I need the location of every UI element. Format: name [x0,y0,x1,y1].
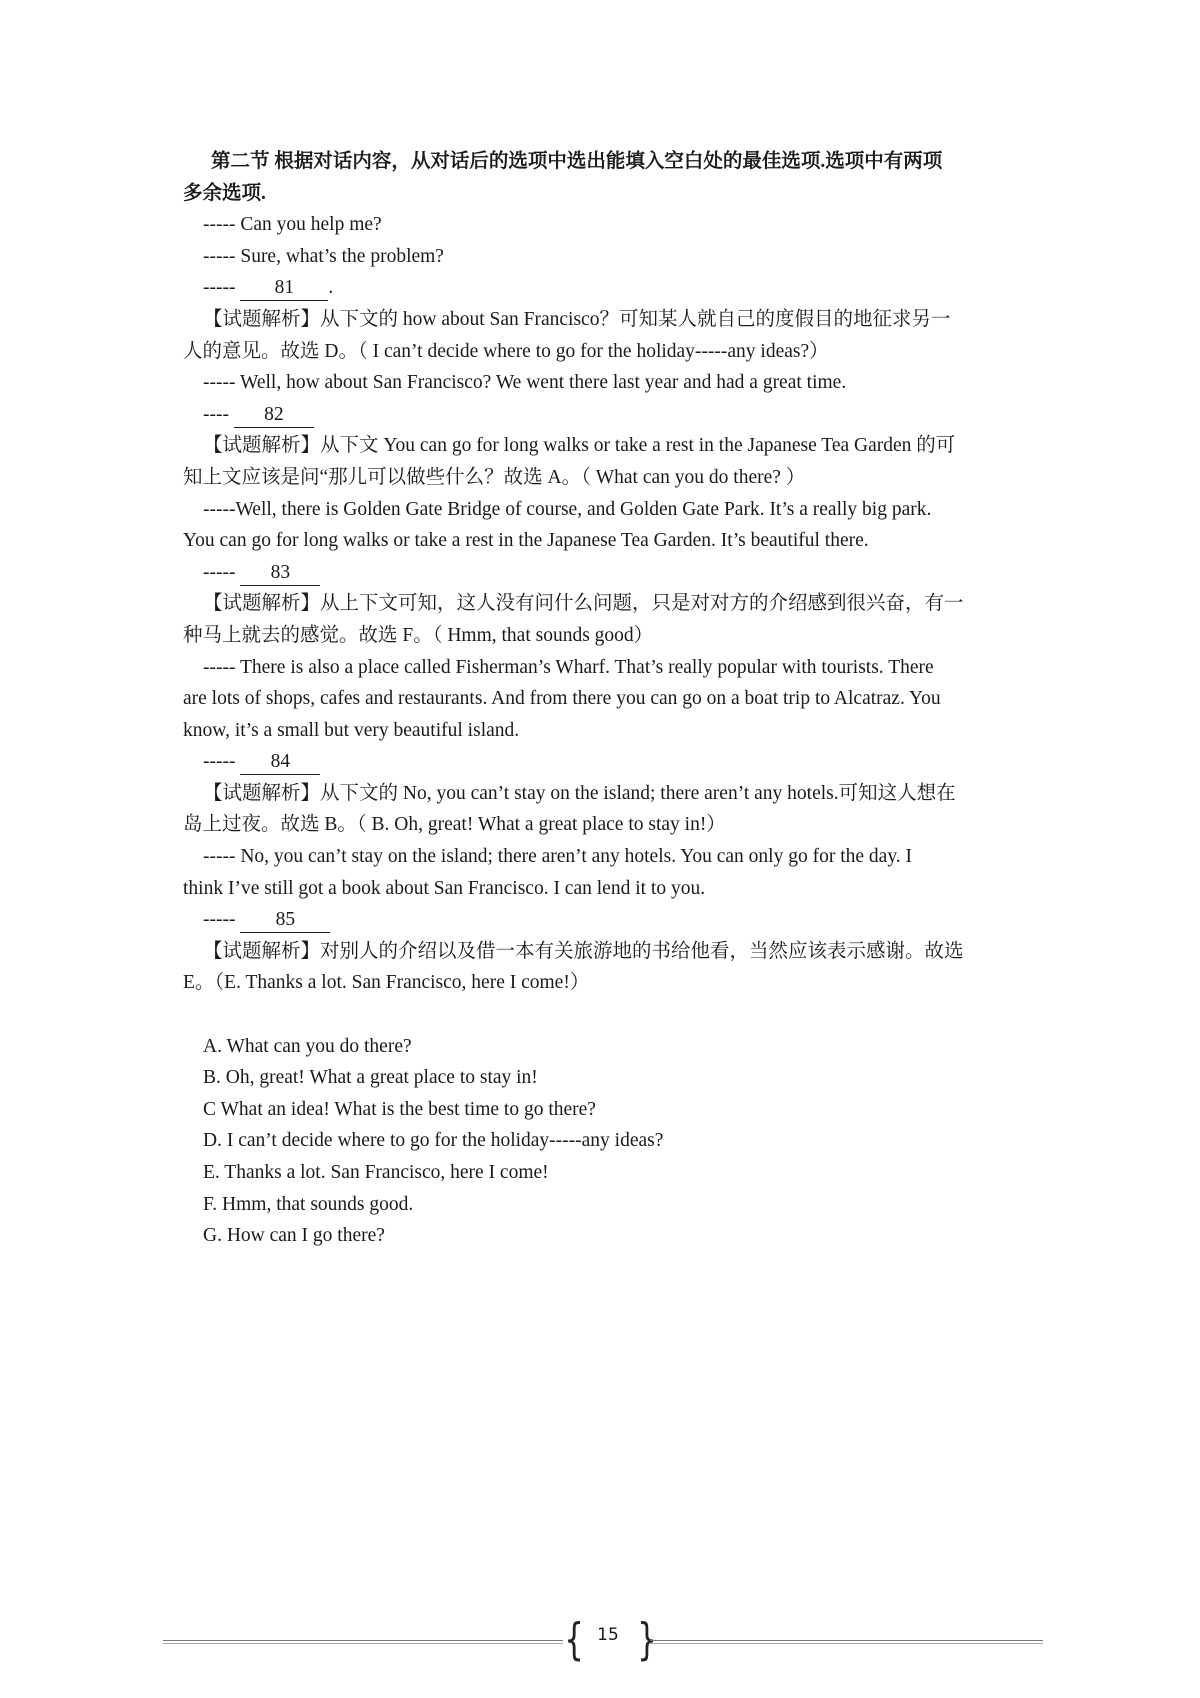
answer-blank: 83 [240,561,320,586]
option-b: B. Oh, great! What a great place to stay in! [203,1067,538,1089]
dialogue-dashes: ----- [203,561,241,583]
dialogue-line: ----- No, you can’t stay on the island; there aren’t any hotels. You can only go for the day. I [203,846,913,868]
option-a: A. What can you do there? [203,1035,412,1057]
option-c: C What an idea! What is the best time to go there? [203,1098,596,1120]
question-83 [183,557,1026,589]
dialogue-line-cont: You can go for long walks or take a rest in the Japanese Tea Garden. It’s beautiful there. [183,530,869,552]
dialogue-line: ----- Can you help me? [203,214,382,236]
punctuation: . [328,277,334,299]
dialogue-dashes: ----- [203,751,241,773]
answer-blank: 82 [234,403,314,428]
section-heading: 第二节 根据对话内容，从对话后的选项中选出能填入空白处的最佳选项.选项中有两项 [211,151,943,172]
analysis-85-cont: E。（E. Thanks a lot. San Francisco, here I come!） [183,972,590,994]
dialogue-line: ----- Well, how about San Francisco? We went there last year and had a great time. [203,372,847,394]
dialogue-dashes: ----- [203,277,241,299]
right-brace-icon: } [637,1614,657,1665]
footer-rule-left-lower [163,1643,563,1644]
option-f: F. Hmm, that sounds good. [203,1193,414,1215]
analysis-81: 【试题解析】从下文的 how about San Francisco？可知某人就自己的度假目的地征求另一 [203,308,951,330]
option-e: E. Thanks a lot. San Francisco, here I come! [203,1162,549,1183]
analysis-85: 【试题解析】对别人的介绍以及借一本有关旅游地的书给他看，当然应该表示感谢。故选 [203,940,964,962]
page-number: 15 [597,1625,619,1645]
footer-rule-right [650,1640,1043,1641]
dialogue-line-cont: are lots of shops, cafes and restaurants. And from there you can go on a boat trip to Alcatraz. You [183,688,941,710]
footer-rule-right-lower [650,1643,1043,1644]
dialogue-line: -----Well, there is Golden Gate Bridge of course, and Golden Gate Park. It’s a really big park. [203,498,932,520]
option-g: G. How can I go there? [203,1225,385,1247]
left-brace-icon: { [564,1614,584,1665]
analysis-83-cont: 种马上就去的感觉。故选 F。（ Hmm, that sounds good） [183,624,654,646]
dialogue-dashes: ---- [203,403,234,425]
page-footer [0,1610,1200,1670]
question-81 [183,272,1026,304]
dialogue-dashes: ----- [203,909,241,931]
question-84 [183,746,1026,778]
analysis-83: 【试题解析】从上下文可知，这人没有问什么问题，只是对对方的介绍感到很兴奋，有一 [203,593,964,615]
spacer [183,999,1026,1031]
answer-blank: 81 [240,276,328,301]
analysis-84: 【试题解析】从下文的 No, you can’t stay on the island; there aren’t any hotels.可知这人想在 [203,782,956,804]
analysis-82-cont: 知上文应该是问“那儿可以做些什么？故选 A。（ What can you do there? ） [183,466,806,488]
option-d: D. I can’t decide where to go for the holiday-----any ideas? [203,1130,664,1152]
answer-blank: 85 [240,908,330,933]
analysis-84-cont: 岛上过夜。故选 B。（ B. Oh, great! What a great place to stay in!） [183,814,726,836]
analysis-81-cont: 人的意见。故选 D。（ I can’t decide where to go for the holiday-----any ideas?） [183,340,829,362]
section-heading-cont: 多余选项. [183,182,266,204]
options-list [183,1031,1026,1252]
analysis-82: 【试题解析】从下文 You can go for long walks or take a rest in the Japanese Tea Garden 的可 [203,435,956,457]
dialogue-line-cont: think I’ve still got a book about San Francisco. I can lend it to you. [183,877,706,899]
dialogue-line: ----- Sure, what’s the problem? [203,245,444,267]
exercise-content [183,146,1026,1252]
footer-rule-left [163,1640,563,1641]
answer-blank: 84 [240,750,320,775]
question-85 [183,904,1026,936]
question-82 [183,399,1026,431]
dialogue-line: ----- There is also a place called Fisherman’s Wharf. That’s really popular with tourists. There [203,656,934,678]
dialogue-line-cont: know, it’s a small but very beautiful island. [183,719,520,741]
